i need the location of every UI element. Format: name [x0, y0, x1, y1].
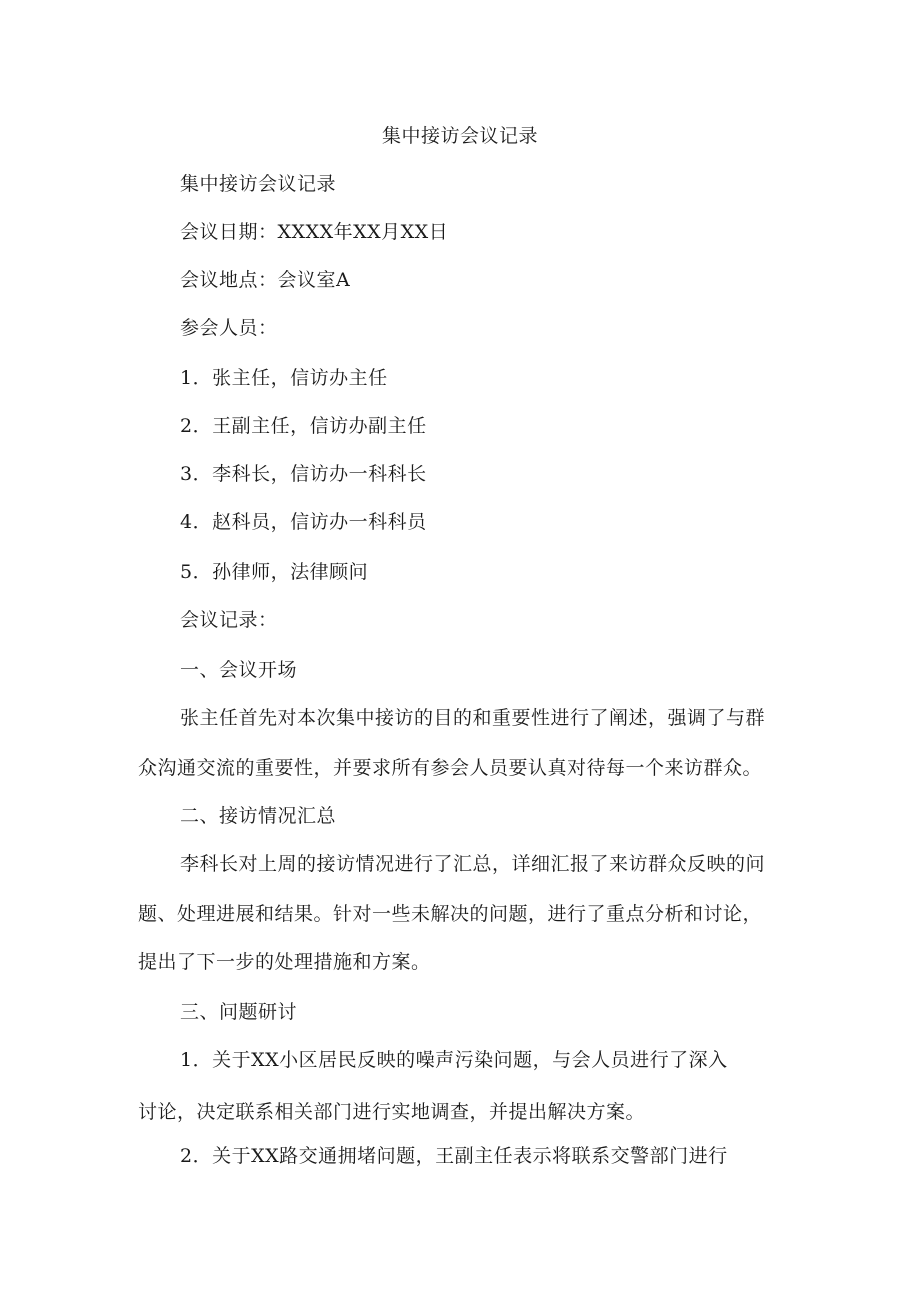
paragraph-line: 题、处理进展和结果。针对一些未解决的问题，进行了重点分析和讨论， — [138, 903, 763, 925]
attendees-label: 参会人员： — [180, 317, 278, 339]
paragraph-line: 张主任首先对本次集中接访的目的和重要性进行了阐述，强调了与群 — [180, 707, 766, 729]
document-title: 集中接访会议记录 — [381, 125, 538, 147]
meeting-location: 会议地点：会议室A — [180, 269, 351, 291]
attendee-item: 3．李科长，信访办一科科长 — [180, 463, 427, 485]
paragraph-line: 2．关于XX路交通拥堵问题，王副主任表示将联系交警部门进行 — [180, 1145, 728, 1167]
meeting-date: 会议日期：XXXX年XX月XX日 — [180, 221, 449, 243]
attendee-item: 1．张主任，信访办主任 — [180, 367, 388, 389]
section-heading: 三、问题研讨 — [180, 1001, 298, 1023]
document-heading: 集中接访会议记录 — [180, 173, 337, 195]
paragraph-line: 李科长对上周的接访情况进行了汇总，详细汇报了来访群众反映的问 — [180, 853, 766, 875]
attendee-item: 2．王副主任，信访办副主任 — [180, 415, 427, 437]
paragraph-line: 提出了下一步的处理措施和方案。 — [138, 951, 431, 973]
paragraph-line: 讨论，决定联系相关部门进行实地调查，并提出解决方案。 — [138, 1101, 646, 1123]
attendee-item: 4．赵科员，信访办一科科员 — [180, 511, 427, 533]
section-heading: 二、接访情况汇总 — [180, 805, 337, 827]
attendee-item: 5．孙律师，法律顾问 — [180, 561, 369, 583]
section-heading: 一、会议开场 — [180, 659, 298, 681]
paragraph-line: 众沟通交流的重要性，并要求所有参会人员要认真对待每一个来访群众。 — [138, 757, 763, 779]
minutes-label: 会议记录： — [180, 609, 278, 631]
paragraph-line: 1．关于XX小区居民反映的噪声污染问题，与会人员进行了深入 — [180, 1049, 728, 1071]
